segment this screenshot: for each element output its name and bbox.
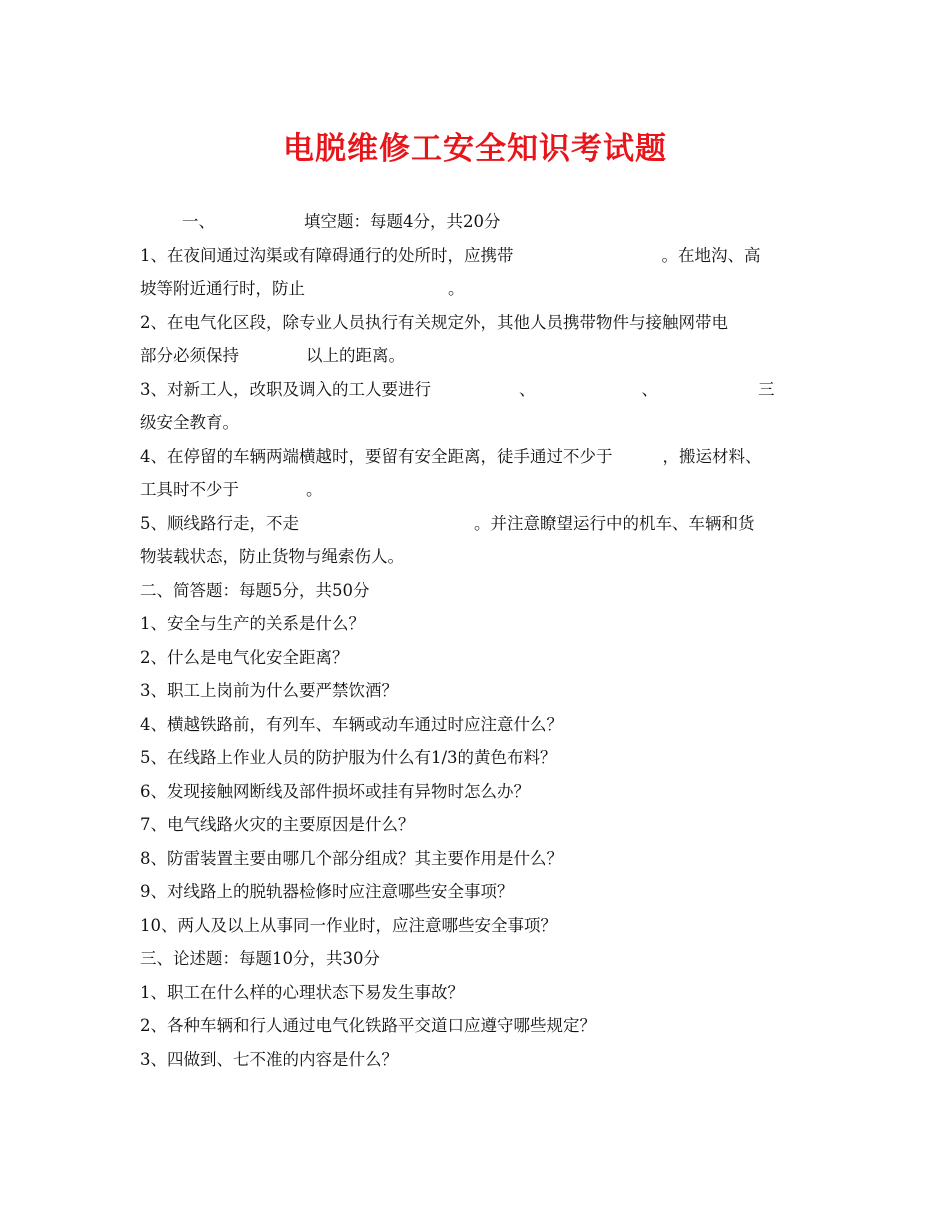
question-text: ，搬运材料、 [662,446,762,466]
section-number: 一、 [182,212,215,231]
question-item: 1、安全与生产的关系是什么？ [140,614,365,633]
question-text: 工具时不少于 [140,480,239,499]
question-line [140,440,820,474]
question-text: 。在地沟、高 [661,245,761,265]
question-line [140,339,820,373]
question-text: 2、在电气化区段，除专业人员执行有关规定外，其他人员携带物件与接触网带电 [140,312,728,332]
question-text: 物装载状态，防止货物与绳索伤人。 [140,547,404,566]
question-text: 。 [448,279,465,298]
question-item: 10、两人及以上从事同一作业时，应注意哪些安全事项？ [140,915,557,935]
question-text: 1、在夜间通过沟渠或有障碍通行的处所时，应携带 [140,245,514,265]
section-heading-short-answer: 二、简答题：每题5分，共50分 [140,580,370,600]
question-text: 级安全教育。 [140,413,239,432]
question-text: 部分必须保持 [140,346,239,365]
question-item: 1、职工在什么样的心理状态下易发生事故？ [140,982,464,1002]
question-text: 、 [519,379,536,399]
question-line [140,540,820,574]
question-text: 4、在停留的车辆两端横越时，要留有安全距离，徒手通过不少于 [140,446,613,466]
question-line [140,239,820,273]
question-item: 4、横越铁路前，有列车、车辆或动车通过时应注意什么？ [140,714,563,734]
question-text: 5、顺线路行走，不走 [140,513,299,533]
question-item: 2、什么是电气化安全距离？ [140,647,349,667]
question-text: 。并注意瞭望运行中的机车、车辆和货 [474,513,755,533]
question-item: 6、发现接触网断线及部件损坏或挂有异物时怎么办？ [140,781,530,801]
question-item: 9、对线路上的脱轨器检修时应注意哪些安全事项？ [140,882,514,901]
question-text: 、 [641,379,658,399]
question-text: 坡等附近通行时，防止 [140,279,305,298]
question-text: 3、对新工人，改职及调入的工人要进行 [140,379,431,399]
question-line [140,306,820,340]
question-line [140,473,820,507]
question-item: 7、电气线路火灾的主要原因是什么？ [140,815,415,834]
document-title: 电脱维修工安全知识考试题 [283,131,667,167]
question-text: 三 [758,379,775,399]
question-item: 8、防雷装置主要由哪几个部分组成？其主要作用是什么？ [140,848,563,868]
document-body [140,205,820,1076]
question-item: 3、职工上岗前为什么要严禁饮酒？ [140,681,398,700]
section-heading-text: 填空题：每题4分，共20分 [304,212,501,231]
question-text: 。 [306,480,323,499]
section-heading-fill-in [140,205,820,239]
question-item: 5、在线路上作业人员的防护服为什么有1/3的黄色布料？ [140,748,557,767]
question-line [140,406,820,440]
question-line [140,272,820,306]
question-line [140,507,820,541]
section-heading-essay: 三、论述题：每题10分，共30分 [140,949,380,968]
question-text: 以上的距离。 [306,346,405,365]
question-item: 2、各种车辆和行人通过电气化铁路平交道口应遵守哪些规定？ [140,1016,596,1035]
question-line [140,373,820,407]
question-item: 3、四做到、七不准的内容是什么？ [140,1049,398,1069]
